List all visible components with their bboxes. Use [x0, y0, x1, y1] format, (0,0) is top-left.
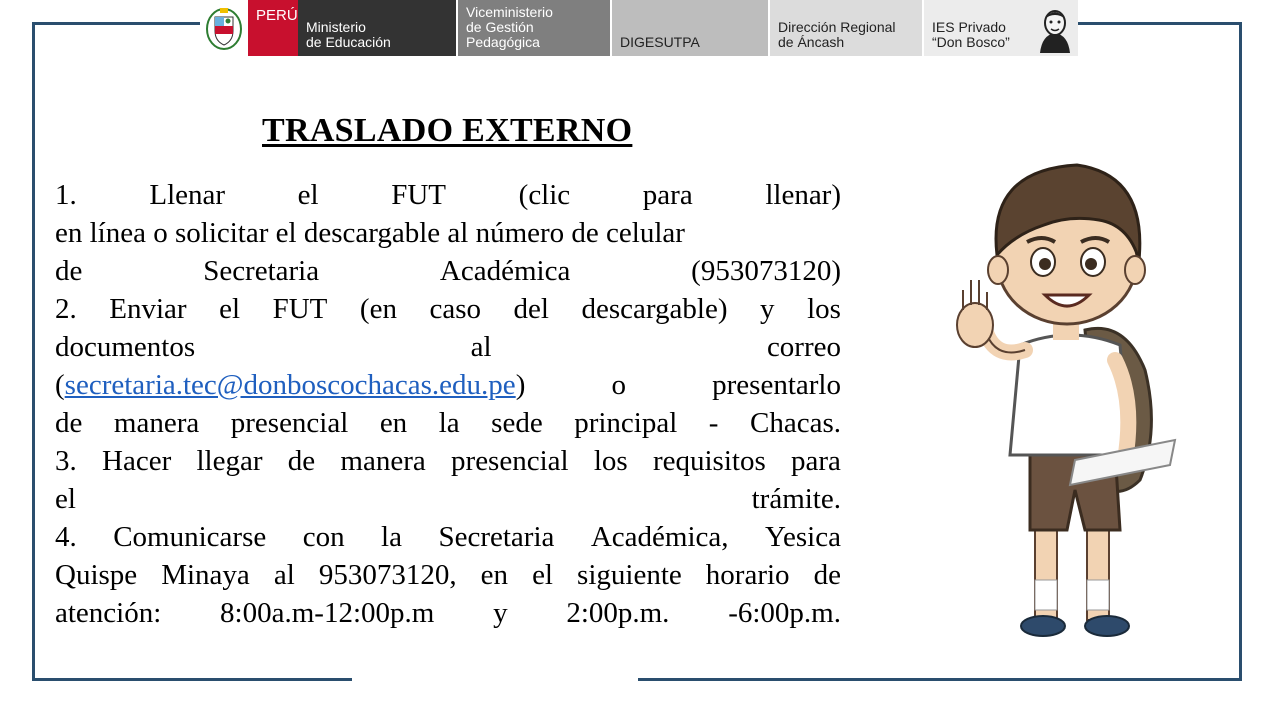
step-line: 1. Llenar el FUT (clic para llenar)	[55, 179, 841, 211]
peru-label: PERÚ	[248, 0, 298, 56]
don-bosco-portrait-icon	[1038, 3, 1072, 56]
peru-coat-of-arms-icon	[200, 0, 248, 56]
frame-right-line	[1239, 22, 1242, 678]
step-line: 2. Enviar el FUT (en caso del descargable) y los	[55, 293, 841, 325]
step-line: documentos al correo	[55, 331, 841, 363]
step-line: (secretaria.tec@donboscochacas.edu.pe) o presentarlo	[55, 369, 841, 401]
step-line: de Secretaria Académica (953073120)	[55, 255, 841, 287]
ministerio-label: Ministerio de Educación	[298, 0, 456, 56]
step-line: Quispe Minaya al 953073120, en el siguiente horario de	[55, 559, 841, 591]
step-line: 3. Hacer llegar de manera presencial los requisitos para	[55, 445, 841, 477]
viceministerio-label: Viceministerio de Gestión Pedagógica	[458, 0, 610, 56]
step-line: de manera presencial en la sede principal - Chacas.	[55, 407, 841, 439]
secretaria-email-link[interactable]: secretaria.tec@donboscochacas.edu.pe	[64, 369, 516, 401]
frame-left-line	[32, 22, 35, 678]
digesutpa-label: DIGESUTPA	[612, 0, 768, 56]
page-title: TRASLADO EXTERNO	[262, 112, 633, 149]
ies-label: IES Privado “Don Bosco”	[924, 0, 1078, 56]
step-line: atención: 8:00a.m-12:00p.m y 2:00p.m. -6:00p.m.	[55, 597, 841, 629]
frame-bottom-left-line	[32, 678, 352, 681]
step-line: 4. Comunicarse con la Secretaria Académica, Yesica	[55, 521, 841, 553]
step-line: en línea o solicitar el descargable al número de celular	[55, 217, 685, 249]
procedure-steps	[55, 176, 841, 632]
frame-bottom-right-line	[638, 678, 1242, 681]
institution-header-bar	[200, 0, 1078, 56]
frame-top-right-line	[1076, 22, 1242, 25]
direccion-regional-label: Dirección Regional de Áncash	[770, 0, 922, 56]
frame-top-left-line	[32, 22, 202, 25]
waving-student-boy-icon	[935, 150, 1185, 650]
step-line: el trámite.	[55, 483, 841, 515]
